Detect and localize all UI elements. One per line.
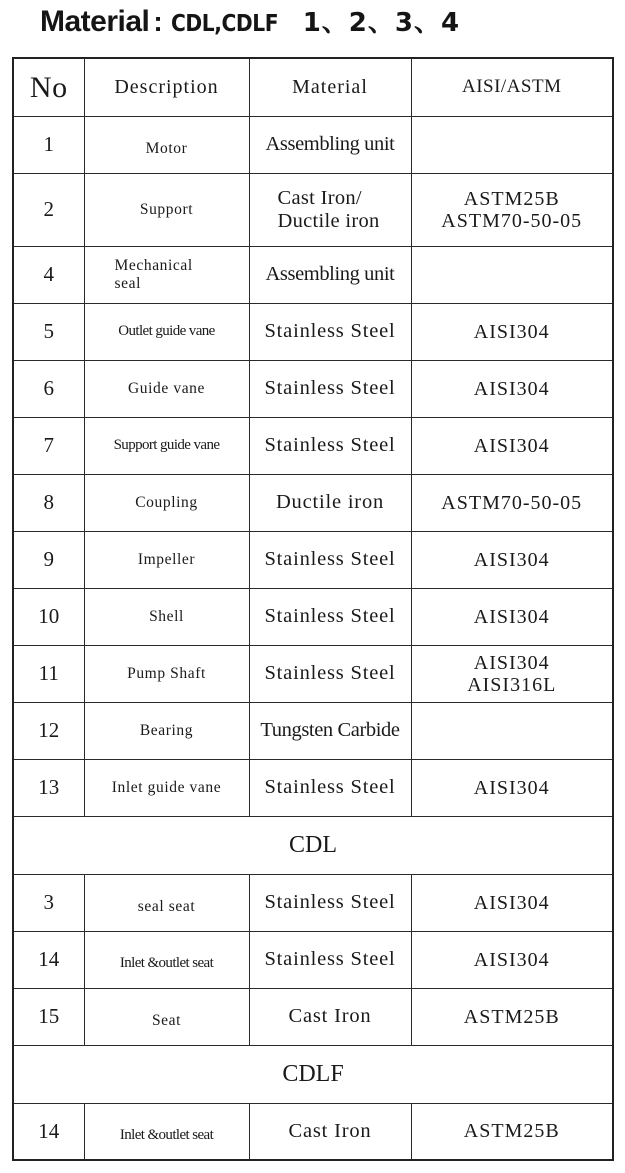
standard-line: AISI316L xyxy=(467,673,557,696)
cell-no: 12 xyxy=(13,702,84,759)
cell-material: Stainless Steel xyxy=(249,588,411,645)
title-label: Material xyxy=(40,5,150,38)
cell-standard: AISI304 xyxy=(411,531,613,588)
cell-material: Stainless Steel xyxy=(249,360,411,417)
cell-standard: AISI304 xyxy=(411,417,613,474)
cell-no: 13 xyxy=(13,759,84,816)
cell-material: Cast Iron xyxy=(249,988,411,1045)
table-row xyxy=(13,931,613,988)
cell-description: Coupling xyxy=(84,474,249,531)
cell-description xyxy=(84,116,249,173)
table-row xyxy=(13,474,613,531)
cell-standard: ASTM70-50-05 xyxy=(411,474,613,531)
title-items: 1、2、3、4 xyxy=(302,8,461,38)
cell-material: Cast Iron xyxy=(249,1103,411,1160)
table-row xyxy=(13,303,613,360)
cell-description xyxy=(84,931,249,988)
description-text: Inlet &outlet seat xyxy=(119,955,214,972)
cell-no: 14 xyxy=(13,931,84,988)
section-header-cdl xyxy=(13,816,613,874)
cell-material: Tungsten Carbide xyxy=(249,702,411,759)
header-no: No xyxy=(13,58,84,116)
cell-description xyxy=(84,246,249,303)
description-text: seal seat xyxy=(137,897,196,915)
header-material: Material xyxy=(249,58,411,116)
section-title: CDL xyxy=(13,816,613,874)
description-line: Mechanical xyxy=(114,257,193,275)
cell-material: Stainless Steel xyxy=(249,759,411,816)
cell-material: Stainless Steel xyxy=(249,417,411,474)
table-row xyxy=(13,702,613,759)
cell-description: Guide vane xyxy=(84,360,249,417)
material-table xyxy=(12,57,614,1161)
cell-material xyxy=(249,173,411,246)
cell-standard: AISI304 xyxy=(411,360,613,417)
cell-no: 2 xyxy=(13,173,84,246)
material-line: Ductile iron xyxy=(277,209,380,232)
cell-standard: AISI304 xyxy=(411,931,613,988)
header-description: Description xyxy=(84,58,249,116)
cell-description: Support guide vane xyxy=(84,417,249,474)
cell-description xyxy=(84,874,249,931)
section-header-cdlf xyxy=(13,1045,613,1103)
table-row xyxy=(13,874,613,931)
cell-no: 15 xyxy=(13,988,84,1045)
cell-no: 11 xyxy=(13,645,84,702)
cell-standard xyxy=(411,645,613,702)
description-text: Seat xyxy=(151,1011,182,1029)
section-title: CDLF xyxy=(13,1045,613,1103)
title-models: CDL,CDLF xyxy=(170,11,278,37)
cell-description xyxy=(84,988,249,1045)
cell-no: 9 xyxy=(13,531,84,588)
cell-standard xyxy=(411,246,613,303)
cell-no: 1 xyxy=(13,116,84,173)
table-header-row xyxy=(13,58,613,116)
cell-no: 4 xyxy=(13,246,84,303)
table-row xyxy=(13,988,613,1045)
cell-no: 14 xyxy=(13,1103,84,1160)
cell-material: Assembling unit xyxy=(249,246,411,303)
cell-material: Stainless Steel xyxy=(249,931,411,988)
cell-material: Stainless Steel xyxy=(249,645,411,702)
page-title xyxy=(40,2,460,48)
table-row xyxy=(13,645,613,702)
cell-description xyxy=(84,1103,249,1160)
title-colon: : xyxy=(153,6,163,37)
table-row xyxy=(13,759,613,816)
standard-line: ASTM25B xyxy=(463,187,560,210)
cell-material: Assembling unit xyxy=(249,116,411,173)
table-row xyxy=(13,360,613,417)
cell-description: Outlet guide vane xyxy=(84,303,249,360)
cell-standard: AISI304 xyxy=(411,588,613,645)
cell-description: Shell xyxy=(84,588,249,645)
cell-no: 7 xyxy=(13,417,84,474)
cell-standard xyxy=(411,116,613,173)
cell-material: Ductile iron xyxy=(249,474,411,531)
table-row xyxy=(13,1103,613,1160)
standard-line: ASTM70-50-05 xyxy=(441,209,583,232)
cell-description: Support xyxy=(84,173,249,246)
cell-description: Impeller xyxy=(84,531,249,588)
cell-no: 6 xyxy=(13,360,84,417)
description-line: seal xyxy=(114,274,141,292)
cell-description: Inlet guide vane xyxy=(84,759,249,816)
cell-standard: ASTM25B xyxy=(411,988,613,1045)
cell-no: 10 xyxy=(13,588,84,645)
header-standard: AISI/ASTM xyxy=(411,58,613,116)
table-row xyxy=(13,173,613,246)
cell-material: Stainless Steel xyxy=(249,874,411,931)
cell-no: 8 xyxy=(13,474,84,531)
cell-description: Pump Shaft xyxy=(84,645,249,702)
cell-material: Stainless Steel xyxy=(249,531,411,588)
material-line: Cast Iron/ xyxy=(277,186,362,209)
table-row xyxy=(13,246,613,303)
cell-standard: AISI304 xyxy=(411,303,613,360)
cell-description: Bearing xyxy=(84,702,249,759)
description-text: Motor xyxy=(145,139,188,157)
cell-standard: ASTM25B xyxy=(411,1103,613,1160)
cell-standard xyxy=(411,173,613,246)
description-text: Inlet &outlet seat xyxy=(119,1127,214,1143)
cell-no: 3 xyxy=(13,874,84,931)
table-row xyxy=(13,417,613,474)
cell-standard xyxy=(411,702,613,759)
cell-no: 5 xyxy=(13,303,84,360)
standard-line: AISI304 xyxy=(473,651,550,674)
table-row xyxy=(13,531,613,588)
table-row xyxy=(13,588,613,645)
cell-material: Stainless Steel xyxy=(249,303,411,360)
table-row xyxy=(13,116,613,173)
cell-standard: AISI304 xyxy=(411,759,613,816)
cell-standard: AISI304 xyxy=(411,874,613,931)
